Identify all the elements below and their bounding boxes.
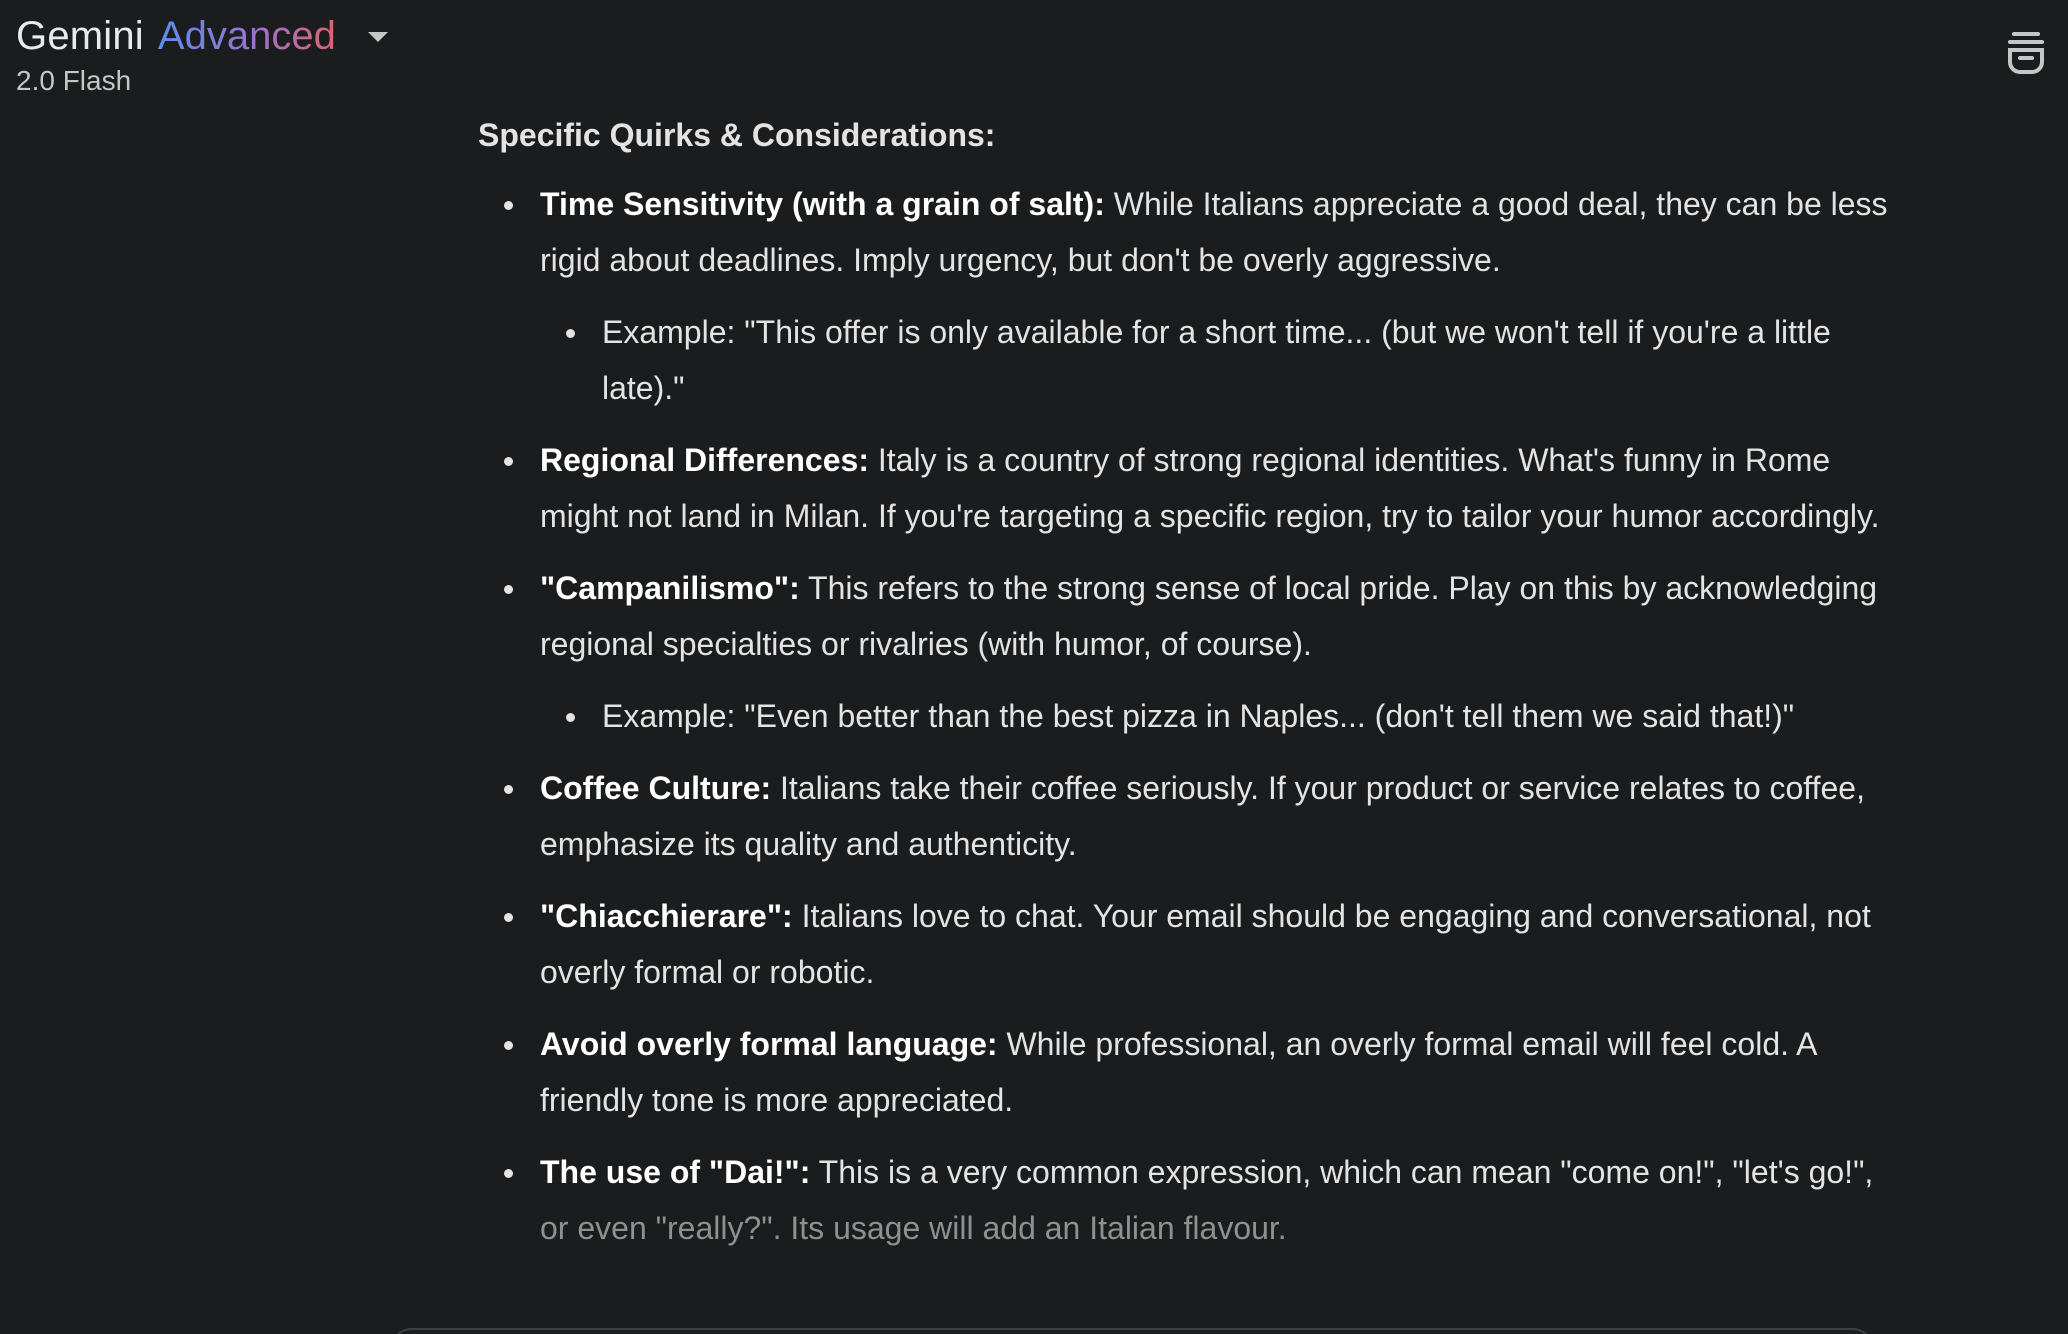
list-item-regional-differences — [478, 432, 1898, 544]
temporary-chat-icon[interactable] — [2004, 28, 2048, 76]
list-item-text: Italy is a country of strong regional identities. What's funny in Rome might not land in Milan. If you're targeting a specific region, try to tailor your humor accordingly. — [540, 442, 1880, 534]
prompt-input-box[interactable] — [390, 1328, 1874, 1334]
considerations-list — [478, 176, 1898, 1256]
chevron-down-icon[interactable] — [368, 32, 388, 42]
list-item-formal-language — [478, 1016, 1898, 1128]
list-item-heading: Regional Differences: — [540, 442, 869, 478]
model-name: 2.0 Flash — [16, 65, 132, 96]
list-item-text: Italians love to chat. Your email should be engaging and conversational, not overly formal or robotic. — [540, 898, 1871, 990]
section-title: Specific Quirks & Considerations: — [478, 117, 996, 153]
list-item-time-sensitivity — [478, 176, 1898, 416]
list-item-chiacchierare — [478, 888, 1898, 1000]
list-item-campanilismo — [478, 560, 1898, 744]
app-name: Gemini — [16, 14, 144, 58]
sub-list-item-example: Example: "This offer is only available for a short time... (but we won't tell if you're a little late)." — [540, 304, 1898, 416]
app-tier: Advanced — [157, 14, 336, 58]
list-item-dai — [478, 1144, 1898, 1256]
list-item-heading: Avoid overly formal language: — [540, 1026, 998, 1062]
list-item-text: Italians take their coffee seriously. If your product or service relates to coffee, emphasize its quality and authenticity. — [540, 770, 1865, 862]
list-item-heading: The use of "Dai!": — [540, 1154, 811, 1190]
list-item-text-faded: or even "really?". Its usage will add an Italian flavour. — [540, 1210, 1287, 1246]
list-item-heading: "Campanilismo": — [540, 570, 800, 606]
header — [16, 14, 388, 97]
list-item-text: This refers to the strong sense of local pride. Play on this by acknowledging regional specialties or rivalries (with humor, of course). — [540, 570, 1878, 662]
model-switcher[interactable] — [16, 14, 388, 59]
sub-list-item-example: Example: "Even better than the best pizza in Naples... (don't tell them we said that!)" — [540, 688, 1898, 744]
list-item-heading: Coffee Culture: — [540, 770, 772, 806]
list-item-text: While Italians appreciate a good deal, they can be less rigid about deadlines. Imply urgency, but don't be overly aggressive. — [540, 186, 1888, 278]
list-item-text: This is a very common expression, which can mean "come on!", "let's go!", — [810, 1154, 1874, 1190]
list-item-heading: "Chiacchierare": — [540, 898, 793, 934]
list-item-text: While professional, an overly formal email will feel cold. A friendly tone is more appreciated. — [540, 1026, 1816, 1118]
list-item-heading: Time Sensitivity (with a grain of salt): — [540, 186, 1105, 222]
response-content — [478, 110, 1898, 1272]
list-item-coffee-culture — [478, 760, 1898, 872]
